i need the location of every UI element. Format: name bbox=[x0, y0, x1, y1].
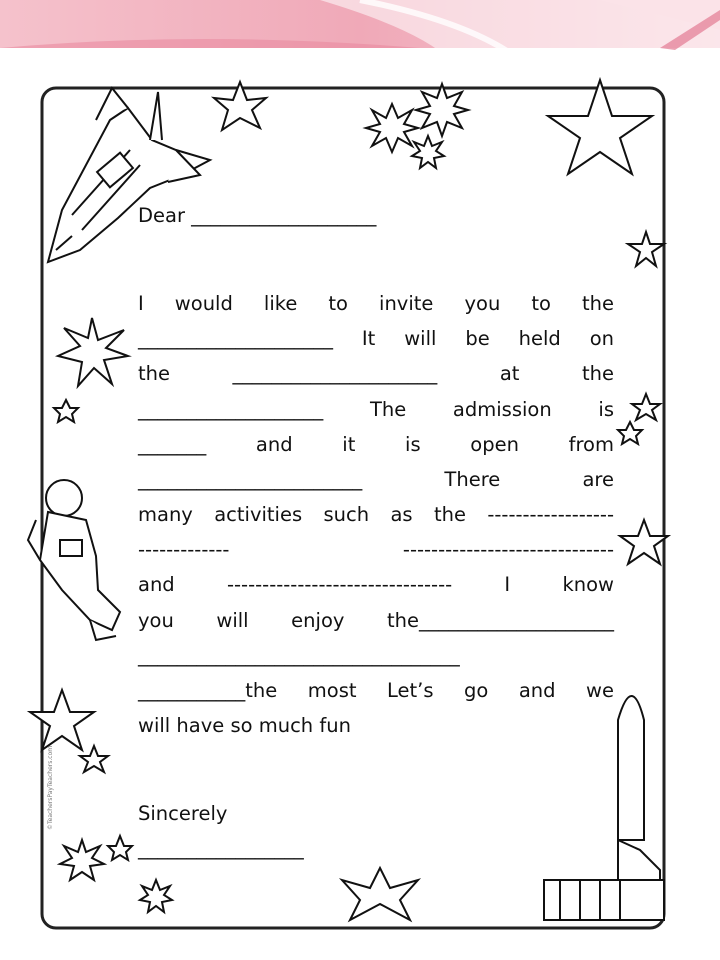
body-line: will have so much fun bbox=[138, 714, 351, 738]
body-line: and -------------------------------- I know bbox=[138, 573, 614, 597]
blank-gap bbox=[138, 233, 614, 268]
body-line: ___________the most Let’s go and we bbox=[138, 679, 614, 703]
body-line: ------------- ------------------------------ bbox=[138, 538, 614, 562]
star-icon bbox=[108, 836, 132, 860]
star-icon bbox=[416, 84, 468, 136]
signature-line: _________________ bbox=[138, 837, 304, 861]
body-line: you will enjoy the____________________ bbox=[138, 608, 614, 632]
blank-gap bbox=[138, 779, 614, 797]
greeting-line: Dear ___________________ bbox=[138, 204, 377, 227]
star-icon bbox=[60, 840, 104, 880]
closing-line: Sincerely bbox=[138, 802, 228, 826]
letter-body bbox=[138, 198, 614, 867]
blank-gap bbox=[138, 268, 614, 286]
star-icon bbox=[58, 318, 128, 386]
body-line: I would like to invite you to the bbox=[138, 291, 614, 315]
body-line: many activities such as the ------------------ bbox=[138, 503, 614, 527]
star-icon bbox=[632, 394, 660, 420]
star-icon bbox=[80, 746, 108, 772]
star-icon bbox=[30, 690, 94, 750]
body-line: the _____________________ at the bbox=[138, 362, 614, 386]
star-icon bbox=[618, 422, 642, 444]
star-icon bbox=[628, 232, 664, 266]
body-line: ___________________ The admission is bbox=[138, 397, 614, 421]
body-line: _________________________________ bbox=[138, 643, 460, 667]
star-icon bbox=[548, 80, 652, 174]
star-icon bbox=[342, 868, 418, 920]
body-line: _______ and it is open from bbox=[138, 432, 614, 456]
copyright-mark: ©TeachersPayTeachers.com bbox=[47, 745, 54, 830]
star-icon bbox=[140, 880, 172, 912]
star-icon bbox=[54, 400, 78, 422]
star-icon bbox=[412, 136, 444, 168]
body-line: ____________________ It will be held on bbox=[138, 327, 614, 351]
body-line: _______________________ There are bbox=[138, 467, 614, 491]
blank-gap bbox=[138, 743, 614, 778]
star-icon bbox=[366, 104, 418, 152]
star-icon bbox=[620, 520, 668, 564]
